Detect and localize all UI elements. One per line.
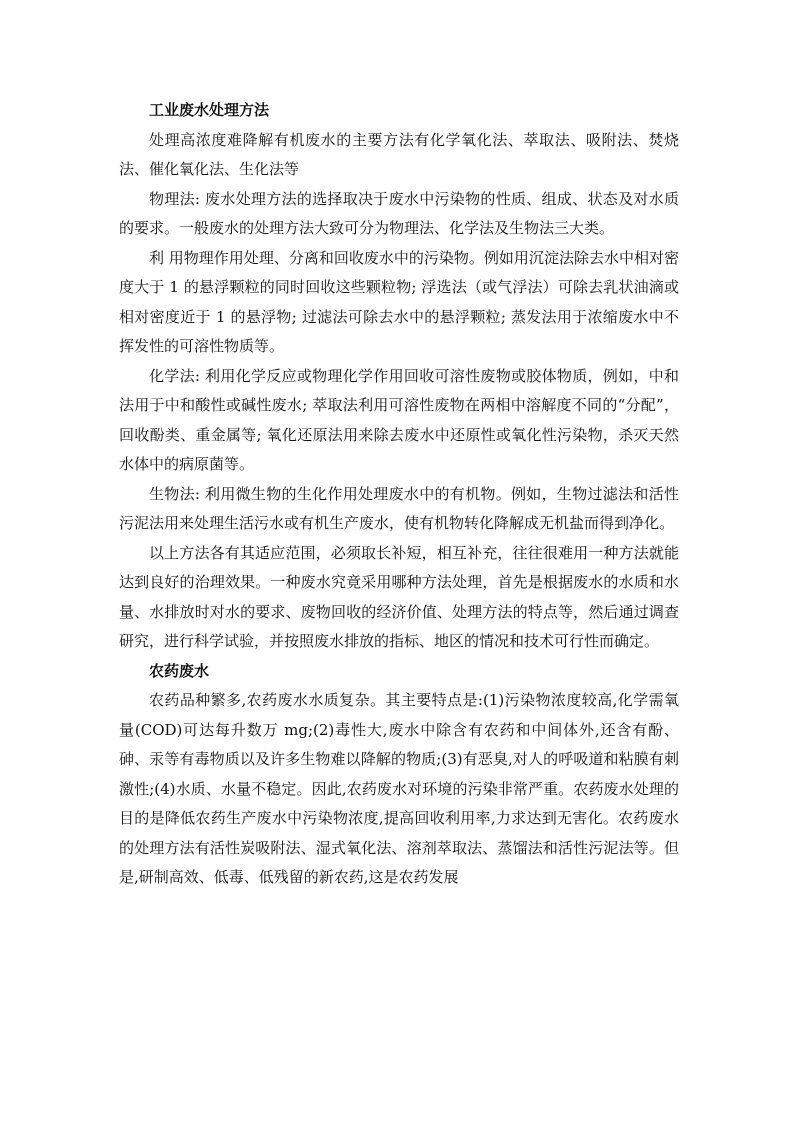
paragraph-chemical-method: 化学法: 利用化学反应或物理化学作用回收可溶性废物或胶体物质，例如，中和法用于中和酸性或碱性废水; 萃取法利用可溶性废物在两相中溶解度不同的“分配”，回收酚类、重金属等; 氧化还原法用来除去废水中还原性或氧化性污染物，杀灭天然水体中的病原菌等。: [119, 366, 679, 473]
section-heading-industrial-wastewater: 工业废水处理方法: [149, 101, 270, 119]
document-body: [119, 96, 679, 893]
paragraph-intro: 处理高浓度难降解有机废水的主要方法有化学氧化法、萃取法、吸附法、焚烧法、催化氧化法、生化法等: [119, 130, 679, 178]
paragraph-biological-method: 生物法: 利用微生物的生化作用处理废水中的有机物。例如，生物过滤法和活性污泥法用来处理生活污水或有机生产废水，使有机物转化降解成无机盐而得到净化。: [119, 484, 679, 532]
section-heading-pesticide-wastewater: 农药废水: [149, 661, 210, 680]
paragraph-pesticide: 农药品种繁多,农药废水水质复杂。其主要特点是:(1)污染物浓度较高,化学需氧量(COD)可达每升数万 mg;(2)毒性大,废水中除含有农药和中间体外,还含有酚、砷、汞等有毒物质以及许多生物难以降解的物质;(3)有恶臭,对人的呼吸道和粘膜有刺激性;(4)水质、水量不稳定。因此,农药废水对环境的污染非常严重。农药废水处理的目的是降低农药生产废水中污染物浓度,提高回收利用率,力求达到无害化。农药废水的处理方法有活性炭吸附法、湿式氧化法、溶剂萃取法、蒸馏法和活性污泥法等。但是,研制高效、低毒、低残留的新农药,这是农药发展: [119, 691, 679, 886]
paragraph-physical-method: 物理法: 废水处理方法的选择取决于废水中污染物的性质、组成、状态及对水质的要求。一般废水的处理方法大致可分为物理法、化学法及生物法三大类。: [119, 189, 679, 237]
paragraph-physical-detail: 利 用物理作用处理、分离和回收废水中的污染物。例如用沉淀法除去水中相对密度大于 1 的悬浮颗粒的同时回收这些颗粒物; 浮选法（或气浮法）可除去乳状油滴或相对密度近于 1 的悬浮物; 过滤法可除去水中的悬浮颗粒; 蒸发法用于浓缩废水中不挥发性的可溶性物质等。: [119, 248, 679, 355]
paragraph-summary: 以上方法各有其适应范围，必须取长补短，相互补充，往往很难用一种方法就能达到良好的治理效果。一种废水究竟采用哪种方法处理，首先是根据废水的水质和水量、水排放时对水的要求、废物回收的经济价值、处理方法的特点等，然后通过调查研究，进行科学试验，并按照废水排放的指标、地区的情况和技术可行性而确定。: [119, 543, 679, 650]
